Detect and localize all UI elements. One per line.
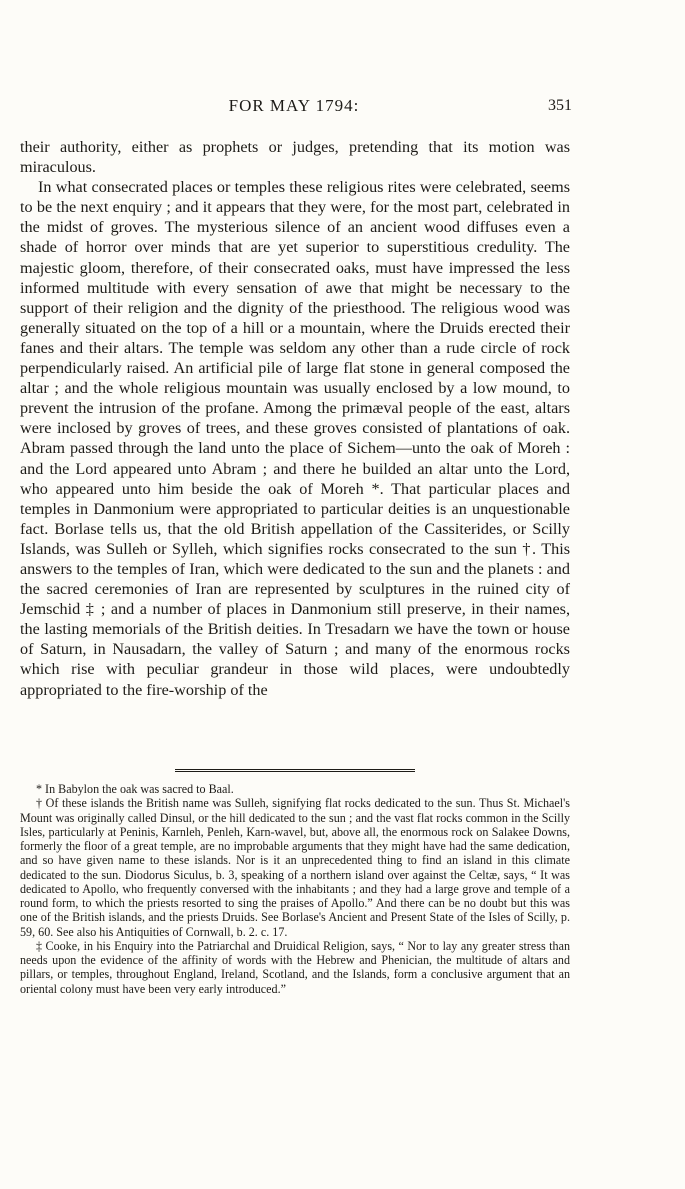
- footnote-text: Cooke, in his Enquiry into the Patriarchal and Druidical Religion, says, “ Nor to lay any greater stress than needs upon the evidence of the affinity of words with the Hebrew and Phenician, the multitude of altars and pillars, or temples, throughout England, Ireland, Scotland, and the Islands, form a conclusive argument that an oriental colony must have been very early introduced.”: [20, 938, 571, 996]
- footnote-text: In Babylon the oak was sacred to Baal.: [45, 782, 234, 796]
- footnote: [20, 796, 570, 939]
- footnote-mark: *: [36, 782, 43, 796]
- footnote-text: Of these islands the British name was Sulleh, signifying flat rocks dedicated to the sun. Thus St. Michael's Mount was originally called Dinsul, or the hill dedicated to the sun ; and the vast flat rocks common in the Scilly Isles, particularly at Peninis, Karnleh, Penleh, Karn-wavel, but, above all, the enormous rock on Salakee Downs, formerly the floor of a great temple, are no improbable arguments that they might have had the same dedication, and so have given name to these islands. Nor is it an unprecedented thing to find an island in this climate dedicated to the sun. Diodorus Siculus, b. 3, speaking of a northern island over against the Celtæ, says, “ It was dedicated to Apollo, who frequently conversed with the inhabitants ; and they had a large grove and temple of a round form, to which the priests resorted to sing the praises of Apollo.” And there can be no doubt but this was one of the British islands, and the priests Druids. See Borlase's Ancient and Present State of the Isles of Scilly, p. 59, 60. See also his Antiquities of Cornwall, b. 2. c. 17.: [20, 796, 570, 939]
- footnote: [20, 782, 570, 796]
- paragraph: their authority, either as prophets or judges, pretending that its motion was miraculous.: [20, 138, 570, 177]
- page-header: [20, 96, 572, 116]
- paragraph: In what consecrated places or temples these religious rites were celebrated, seems to be the next enquiry ; and it appears that they were, for the most part, celebrated in the midst of groves. The mysterious silence of an ancient wood diffuses even a shade of horror over minds that are yet superior to superstitious credulity. The majestic gloom, therefore, of their consecrated oaks, must have impressed the less informed multitude with every sensation of awe that might be necessary to the support of their religion and the dignity of the priesthood. The religious wood was generally situated on the top of a hill or a mountain, where the Druids erected their fanes and their altars. The temple was seldom any other than a rude circle of rock perpendicularly raised. An artificial pile of large flat stone in general composed the altar ; and the whole religious mountain was usually enclosed by a low mound, to prevent the intrusion of the profane. Among the primæval people of the east, altars were inclosed by groves of trees, and these groves consisted of plantations of oak. Abram passed through the land unto the place of Sichem—unto the oak of Moreh : and the Lord appeared unto Abram ; and there he builded an altar unto the Lord, who appeared unto him beside the oak of Moreh *. That particular places and temples in Danmonium were appropriated to particular deities is an unquestionable fact. Borlase tells us, that the old British appellation of the Cassiterides, or Scilly Islands, was Sulleh or Sylleh, which signifies rocks consecrated to the sun †. This answers to the temples of Iran, which were dedicated to the sun and the planets : and the sacred ceremonies of Iran are represented by sculptures in the ruined city of Jemschid ‡ ; and a number of places in Danmonium still preserve, in their names, the lasting memorials of the British deities. In Tresadarn we have the town or house of Saturn, in Nausadarn, the valley of Saturn ; and many of the enormous rocks which rise with peculiar grandeur in those wild places, were undoubtedly appropriated to the fire-worship of the: [20, 178, 570, 699]
- footnote-mark: †: [36, 796, 43, 811]
- footnote-mark: ‡: [36, 938, 43, 953]
- page-number: 351: [548, 97, 572, 114]
- body-text: [20, 137, 570, 700]
- footnote-separator-rule: [175, 769, 415, 772]
- footnotes: [20, 782, 570, 996]
- footnote: [20, 939, 570, 996]
- running-head: FOR MAY 1794:: [228, 96, 360, 115]
